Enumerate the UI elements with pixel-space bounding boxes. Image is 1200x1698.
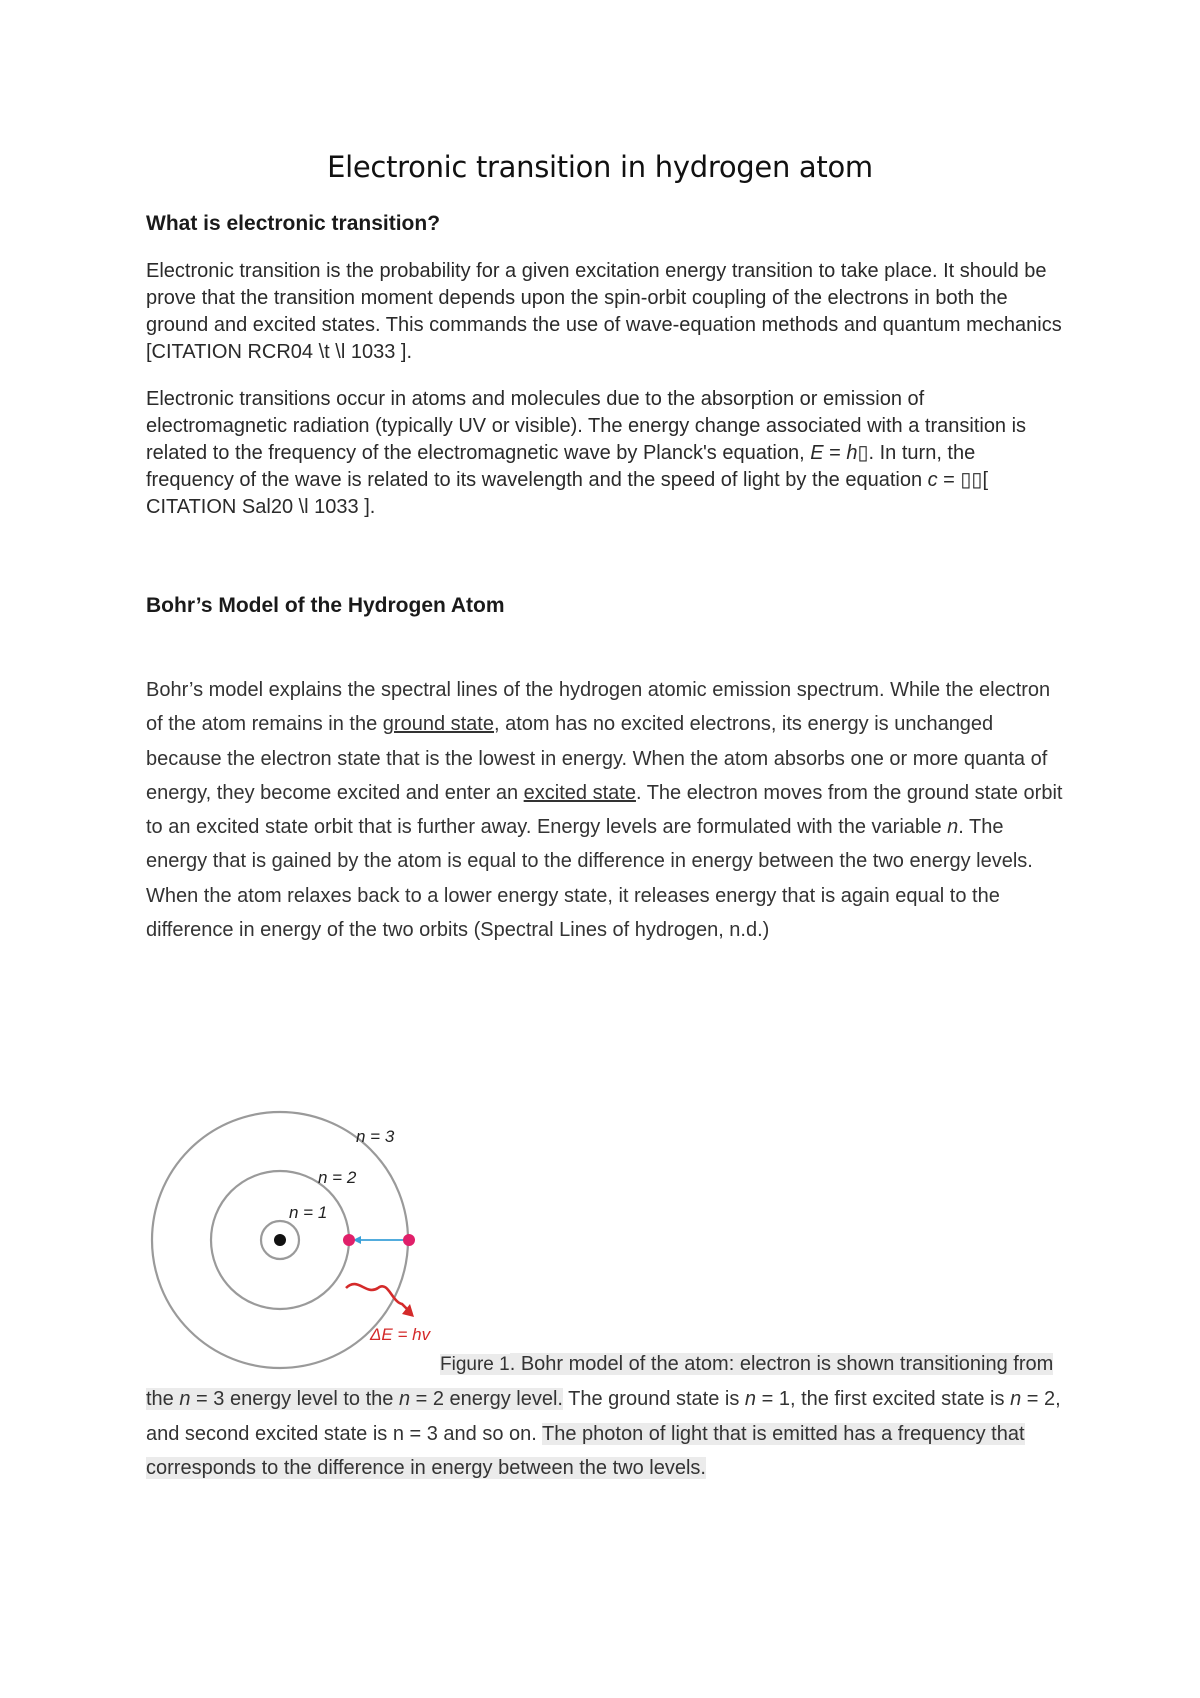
text-run: The ground state is: [562, 1388, 745, 1411]
var-n: n: [179, 1388, 191, 1411]
var-E: E: [810, 442, 824, 464]
text-run: The photon of light that is emitted has a frequency that corresponds to the difference in energy between the two levels.: [146, 1422, 1025, 1479]
label-n1: n = 1: [289, 1203, 328, 1222]
document-title: Electronic transition in hydrogen atom: [327, 150, 873, 184]
link-excited-state[interactable]: excited state: [523, 781, 636, 804]
paragraph-definition: Electronic transition is the probability for a given excitation energy transition to take place. It should be prove that the transition moment depends upon the spin-orbit coupling of the electrons in both the ground and excited states. This commands the use of wave-equation methods and quantum mechanics [CITATION RCR04 \t \l 1033 ].: [146, 260, 1062, 363]
text-run: Bohr’s model explains the spectral lines of the hydrogen atomic emission spectrum. While the electron of the atom remains in the: [146, 679, 1051, 736]
caption-figure-label: Figure 1: [440, 1354, 510, 1375]
paragraph-bohr-model: [146, 673, 1068, 947]
text-run: , atom has no excited electrons, its energy is unchanged because the electron state that is the lowest in energy. When the atom absorbs one or more quanta of energy, they become excited and enter an: [146, 713, 1048, 804]
text-run: =: [823, 442, 847, 464]
label-n2: n = 2: [318, 1168, 357, 1187]
electron-n2: [343, 1234, 355, 1246]
text-run: . The energy that is gained by the atom is equal to the difference in energy between the two energy levels. When the atom relaxes back to a lower energy state, it releases energy that is again equal to the difference in energy of the two orbits (Spectral Lines of hydrogen, n.d.): [146, 816, 1033, 942]
label-n3: n = 3: [356, 1127, 395, 1146]
section-heading-bohr-model: Bohr’s Model of the Hydrogen Atom: [146, 594, 505, 617]
text-run: = 2 energy level.: [410, 1388, 563, 1411]
citation: [ CITATION Sal20 \l 1033 ].: [146, 469, 988, 518]
text-run: . The electron moves from the ground state orbit to an excited state orbit that is further away. Energy levels are formulated with the variable: [146, 781, 1063, 839]
text-run: . In turn, the frequency of the wave is related to its wavelength and the speed of light by the equation: [146, 442, 976, 491]
paragraph-planck: [146, 386, 1066, 521]
var-n: n: [744, 1388, 757, 1411]
var-c: c: [927, 469, 938, 491]
var-n: n: [947, 816, 959, 839]
text-run: . Bohr model of the atom: electron is shown transitioning from the: [146, 1353, 1054, 1411]
nucleus: [274, 1234, 286, 1246]
text-run: =: [937, 469, 961, 491]
missing-glyph-icon: ▯▯: [960, 469, 983, 491]
text-run: = 3 energy level to the: [190, 1388, 399, 1411]
electron-n3: [403, 1234, 415, 1246]
missing-glyph-icon: ▯: [857, 442, 869, 464]
text-run: = 2, and second excited state is n = 3 and so on.: [146, 1388, 1061, 1445]
text-run: Electronic transitions occur in atoms and molecules due to the absorption or emission of electromagnetic radiation (typically UV or visible). The energy change associated with a transition is related to the frequency of the electromagnetic wave by Planck's equation,: [146, 388, 1027, 464]
var-n: n: [1010, 1388, 1022, 1411]
section-heading-electronic-transition: What is electronic transition?: [146, 212, 441, 235]
figure-caption: [146, 1347, 1068, 1485]
link-ground-state[interactable]: ground state: [382, 713, 494, 736]
bohr-model-figure: [146, 1100, 446, 1380]
text-run: = 1, the first excited state is: [756, 1388, 1011, 1411]
var-h: h: [846, 442, 858, 464]
label-energy: ΔE = hv: [370, 1325, 431, 1344]
var-n: n: [398, 1388, 411, 1411]
